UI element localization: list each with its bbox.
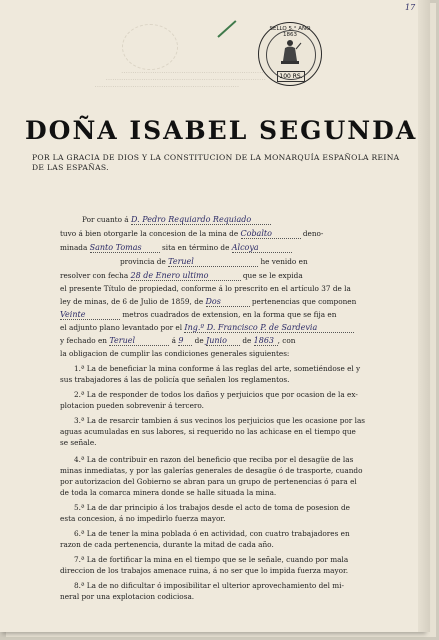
handwritten-month: Junio [206,336,240,346]
body-line: Por cuanto á D. Pedro Requiardo Requiado [82,215,271,225]
embossed-stamp [122,24,178,70]
condition-5-cont: esta concesion, á no impedirlo fuerza mayor. [60,514,226,523]
condition-3-cont: se señale. [60,438,97,447]
condition-4-cont: minas inmediatas, y por las galerías generales de desagüe ó de trasporte, cuando [60,466,363,475]
condition-3-cont: aguas acumuladas en sus labores, si requerido no las achicase en el tiempo que [60,427,356,436]
handwritten-place: Teruel [109,336,169,346]
body-line: el presente Título de propiedad, conforme á lo prescrito en el artículo 37 de la [60,284,351,293]
condition-2: 2.ª La de responder de todos los daños y perjuicios que por ocasion de la ex- [74,390,358,399]
body-line: provincia de Teruel he venido en [120,257,308,266]
handwritten-engineer: Ing.º D. Francisco P. de Sardevia [184,323,354,333]
handwritten-year: 1863 [254,336,278,346]
body-line: ley de minas, de 6 de Julio de 1859, de Dos pertenencias que componen [60,297,357,306]
seated-figure-icon [277,37,303,67]
body-line: tuvo á bien otorgarle la concesion de la mina de Cobalto deno- [60,229,324,238]
handwritten-province: Teruel [168,257,258,267]
tax-stamp-seal [258,22,322,86]
condition-4-cont: de toda la comarca minera donde se halle situada la mina. [60,488,277,497]
condition-7-cont: direccion de los trabajos amenace ruina, á no ser que lo impida fuerza mayor. [60,566,349,575]
body-line: minada Santo Tomas sita en término de Alcoya [60,243,292,253]
condition-5: 5.ª La de dar principio á los trabajos desde el acto de toma de posesion de [74,503,350,512]
page-edge [418,0,430,632]
pencil-mark [217,20,236,38]
condition-6-cont: razon de cada pertenencia, durante la mitad de cada año. [60,540,274,549]
body-line: resolver con fecha 28 de Enero ultimo que se le expida [60,271,303,280]
handwritten-mine-name: Santo Tomas [90,243,160,253]
condition-6: 6.ª La de tener la mina poblada ó en actividad, con cuatro trabajadores en [74,529,350,538]
handwritten-date: 28 de Enero ultimo [131,271,241,281]
condition-8: 8.ª La de no dificultar ó imposibilitar el ulterior aprovechamiento del mi- [74,581,344,590]
condition-1: 1.ª La de beneficiar la mina conforme á las reglas del arte, sometiéndose el y [74,364,361,373]
handwritten-area: Veinte [60,310,120,320]
handwritten-name: D. Pedro Requiardo Requiado [131,215,271,225]
condition-1-cont: sus trabajadores á las de policía que señalen los reglamentos. [60,375,290,384]
page-number: 17 [405,3,416,12]
handwritten-day: 9 [178,336,192,346]
handwritten-term: Alcoya [232,243,292,253]
seal-value: 100 RS. [277,71,305,82]
handwritten-mineral: Cobalto [241,229,301,239]
condition-4-cont: por autorizacion del Gobierno se abran para un grupo de pertenencias ó para el [60,477,357,486]
condition-7: 7.ª La de fortificar la mina en el tiempo que se le señale, cuando por mala [74,555,349,564]
body-line: Veinte metros cuadrados de extension, en la forma que se fija en [60,310,337,319]
handwritten-count: Dos [206,297,250,307]
condition-4: 4.ª La de contribuir en razon del beneficio que reciba por el desagüe de las [74,455,354,464]
body-line: el adjunto plano levantado por el Ing.º D. Francisco P. de Sardevia [60,323,354,333]
seal-text: SELLO 5.° AÑO 1863 [269,26,311,38]
document-subtitle: POR LA GRACIA DE DIOS Y LA CONSTITUCION DE LA MONARQUÍA ESPAÑOLA REINA DE LAS ESPAÑAS. [32,153,400,172]
condition-8-cont: neral por una explotacion codiciosa. [60,592,195,601]
document-title: DOÑA ISABEL SEGUNDA [25,116,418,145]
body-line: y fechado en Teruel á 9 de Junio de 1863 , con [60,336,296,345]
condition-3: 3.ª La de resarcir tambien á sus vecinos los perjuicios que les ocasione por las [74,416,366,425]
condition-2-cont: plotacion pueden sobrevenir á tercero. [60,401,204,410]
bleed-through-text: ................................................................ ........................................................................ ................................................................. [94,67,266,89]
body-line: la obligacion de cumplir las condiciones generales siguientes: [60,349,290,358]
